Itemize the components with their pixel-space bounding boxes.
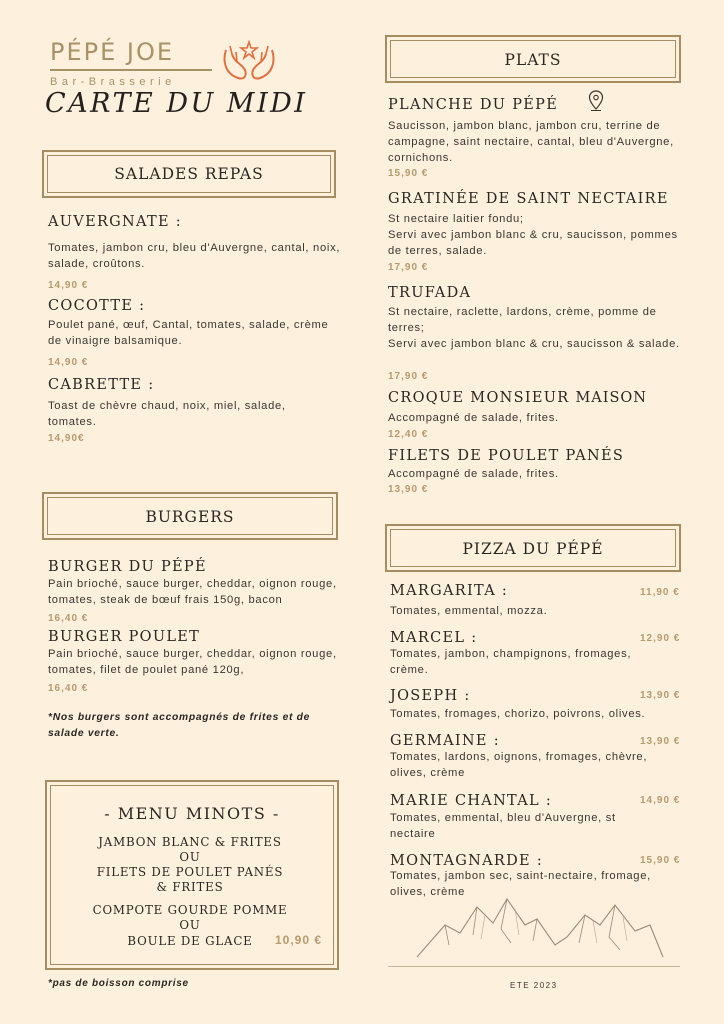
salade-price: 14,90€ xyxy=(48,433,85,444)
plat-desc-line: Servi avec jambon blanc & cru, saucisson & salade. xyxy=(388,338,680,350)
salade-name: COCOTTE : xyxy=(48,298,146,314)
minots-title: - MENU MINOTS - xyxy=(104,804,280,823)
minots-footnote: *pas de boisson comprise xyxy=(48,978,189,989)
burgers-note: *Nos burgers sont accompagnés de frites et de salade verte. xyxy=(48,712,311,739)
plat-price: 13,90 € xyxy=(388,484,429,495)
pizza-price: 14,90 € xyxy=(640,795,681,806)
minots-line: OU xyxy=(179,850,201,864)
salade-name: AUVERGNATE : xyxy=(48,214,182,230)
pizza-desc: Tomates, jambon sec, saint-nectaire, fromage, olives, crème xyxy=(390,870,651,898)
mountains-illustration xyxy=(415,895,665,965)
plats-title: PLATS xyxy=(504,51,562,69)
pizza-price: 13,90 € xyxy=(640,690,681,701)
minots-line: COMPOTE GOURDE POMME xyxy=(92,903,288,917)
salade-desc: Toast de chèvre chaud, noix, miel, salade, tomates. xyxy=(48,400,286,428)
pizza-name: JOSEPH : xyxy=(390,688,471,704)
plat-desc: Accompagné de salade, frites. xyxy=(388,468,559,480)
salade-desc: Poulet pané, œuf, Cantal, tomates, salade, crème de vinaigre balsamique. xyxy=(48,319,329,347)
pizza-desc: Tomates, emmental, bleu d'Auvergne, st nectaire xyxy=(390,812,616,840)
plat-desc-line: St nectaire, raclette, lardons, crème, pomme de terres; xyxy=(388,306,657,334)
plat-desc: Saucisson, jambon blanc, jambon cru, terrine de campagne, saint nectaire, cantal, bleu d'Auvergne, cornichons. xyxy=(388,120,674,164)
plat-desc-line: Servi avec jambon blanc & cru, saucisson, pommes de terres, salade. xyxy=(388,229,678,257)
minots-line: OU xyxy=(179,918,201,932)
pizza-price: 13,90 € xyxy=(640,736,681,747)
burger-price: 16,40 € xyxy=(48,613,89,624)
plat-desc xyxy=(388,211,680,259)
pizza-title: PIZZA DU PÉPÉ xyxy=(462,540,604,558)
burger-name: BURGER POULET xyxy=(48,629,201,645)
pizza-desc: Tomates, fromages, chorizo, poivrons, olives. xyxy=(390,708,646,720)
plats-title-frame xyxy=(385,35,681,83)
season-label: ETE 2023 xyxy=(510,981,558,990)
burger-desc: Pain brioché, sauce burger, cheddar, oignon rouge, tomates, filet de poulet pané 120g, xyxy=(48,648,337,676)
salade-name: CABRETTE : xyxy=(48,377,155,393)
pizza-desc: Tomates, jambon, champignons, fromages, crème. xyxy=(390,648,632,676)
pizza-price: 12,90 € xyxy=(640,633,681,644)
pizza-price: 11,90 € xyxy=(640,587,680,598)
pizza-title-frame xyxy=(385,524,681,572)
burgers-title: BURGERS xyxy=(145,508,235,526)
plat-price: 17,90 € xyxy=(388,371,429,382)
minots-line: JAMBON BLANC & FRITES xyxy=(98,835,282,849)
footer-divider xyxy=(388,966,680,967)
pizza-name: GERMAINE : xyxy=(390,733,500,749)
plat-desc: Accompagné de salade, frites. xyxy=(388,412,559,424)
plat-name-main: CROQUE MONSIEUR xyxy=(388,390,570,406)
page-title: CARTE DU MIDI xyxy=(45,88,308,119)
pizza-desc: Tomates, emmental, mozza. xyxy=(390,605,548,617)
pizza-name: MONTAGNARDE : xyxy=(390,853,544,869)
brand-subtitle: Bar-Brasserie xyxy=(50,76,176,88)
plat-name xyxy=(388,390,647,406)
brand-underline xyxy=(50,69,212,71)
burger-name: BURGER DU PÉPÉ xyxy=(48,559,207,575)
plat-price: 15,90 € xyxy=(388,168,429,179)
plat-name: PLANCHE DU PÉPÉ xyxy=(388,97,559,113)
plat-desc-line: St nectaire laitier fondu; xyxy=(388,213,524,225)
burgers-title-frame xyxy=(42,492,338,540)
location-pin-icon xyxy=(588,90,604,112)
logo-hands-icon xyxy=(218,40,280,86)
plat-name: FILETS DE POULET PANÉS xyxy=(388,448,625,464)
plat-name: TRUFADA xyxy=(388,285,472,301)
pizza-name: MARIE CHANTAL : xyxy=(390,793,553,809)
salade-desc: Tomates, jambon cru, bleu d'Auvergne, cantal, noix, salade, croûtons. xyxy=(48,242,341,270)
brand-name: PÉPÉ JOE xyxy=(50,38,175,66)
burger-desc: Pain brioché, sauce burger, cheddar, oignon rouge, tomates, steak de bœuf frais 150g, bacon xyxy=(48,578,337,606)
plat-name: GRATINÉE DE SAINT NECTAIRE xyxy=(388,191,669,207)
pizza-desc: Tomates, lardons, oignons, fromages, chèvre, olives, crème xyxy=(390,751,648,779)
plat-desc xyxy=(388,304,682,352)
pizza-name: MARGARITA : xyxy=(390,583,509,599)
pizza-price: 15,90 € xyxy=(640,855,681,866)
minots-line: & FRITES xyxy=(156,880,224,894)
pizza-name: MARCEL : xyxy=(390,630,478,646)
salades-title-frame xyxy=(42,150,336,198)
plat-price: 12,40 € xyxy=(388,429,429,440)
minots-line: BOULE DE GLACE xyxy=(127,934,253,948)
salade-price: 14,90 € xyxy=(48,280,89,291)
minots-line: FILETS DE POULET PANÉS xyxy=(96,865,284,879)
salade-price: 14,90 € xyxy=(48,357,89,368)
plat-price: 17,90 € xyxy=(388,262,429,273)
salades-title: SALADES REPAS xyxy=(114,165,264,183)
plat-name-suffix: MAISON xyxy=(575,390,647,406)
burger-price: 16,40 € xyxy=(48,683,89,694)
minots-price: 10,90 € xyxy=(275,933,323,947)
